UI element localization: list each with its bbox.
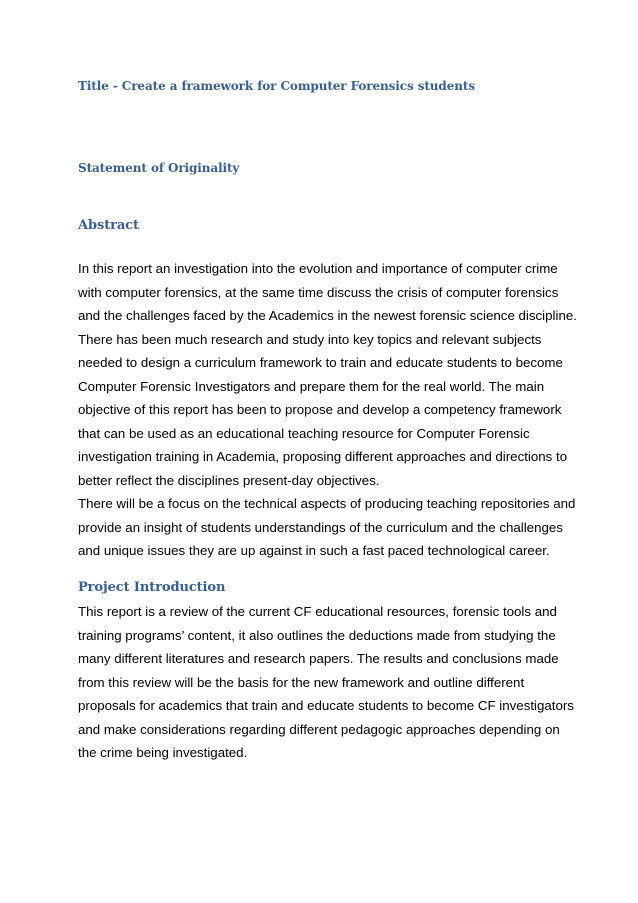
abstract-line: There will be a focus on the technical aspects of producing teaching repositories and (78, 496, 576, 511)
introduction-line: training programs’ content, it also outlines the deductions made from studying the (78, 627, 556, 643)
introduction-line: This report is a review of the current CF educational resources, forensic tools and (78, 604, 557, 619)
abstract-line: and the challenges faced by the Academics in the newest forensic science discipline. (78, 308, 577, 323)
abstract-line: needed to design a curriculum framework to train and educate students to become (78, 355, 563, 370)
abstract-heading: Abstract (78, 218, 139, 233)
abstract-line: and unique issues they are up against in such a fast paced technological career. (78, 543, 550, 558)
abstract-paragraph (78, 257, 577, 563)
project-introduction-heading: Project Introduction (78, 580, 226, 595)
abstract-line: that can be used as an educational teaching resource for Computer Forensic (78, 425, 530, 441)
abstract-line: better reflect the disciplines present-day objectives. (78, 472, 380, 488)
abstract-line: In this report an investigation into the evolution and importance of computer crime (78, 261, 558, 276)
statement-of-originality-heading: Statement of Originality (78, 161, 240, 175)
introduction-line: many different literatures and research papers. The results and conclusions made (78, 651, 559, 666)
abstract-line: objective of this report has been to propose and develop a competency framework (78, 402, 562, 417)
abstract-line: There has been much research and study into key topics and relevant subjects (78, 331, 542, 347)
abstract-line: provide an insight of students understandings of the curriculum and the challenges (78, 519, 563, 535)
document-title: Title - Create a framework for Computer Forensics students (78, 79, 475, 93)
introduction-line: from this review will be the basis for the new framework and outline different (78, 674, 525, 690)
abstract-line: investigation training in Academia, proposing different approaches and directions to (78, 449, 568, 464)
introduction-line: proposals for academics that train and educate students to become CF investigators (78, 698, 574, 713)
introduction-paragraph (78, 600, 574, 765)
abstract-line: with computer forensics, at the same time discuss the crisis of computer forensics (78, 284, 559, 300)
introduction-line: the crime being investigated. (78, 745, 248, 760)
introduction-line: and make considerations regarding different pedagogic approaches depending on (78, 721, 560, 737)
abstract-line: Computer Forensic Investigators and prepare them for the real world. The main (78, 378, 545, 394)
